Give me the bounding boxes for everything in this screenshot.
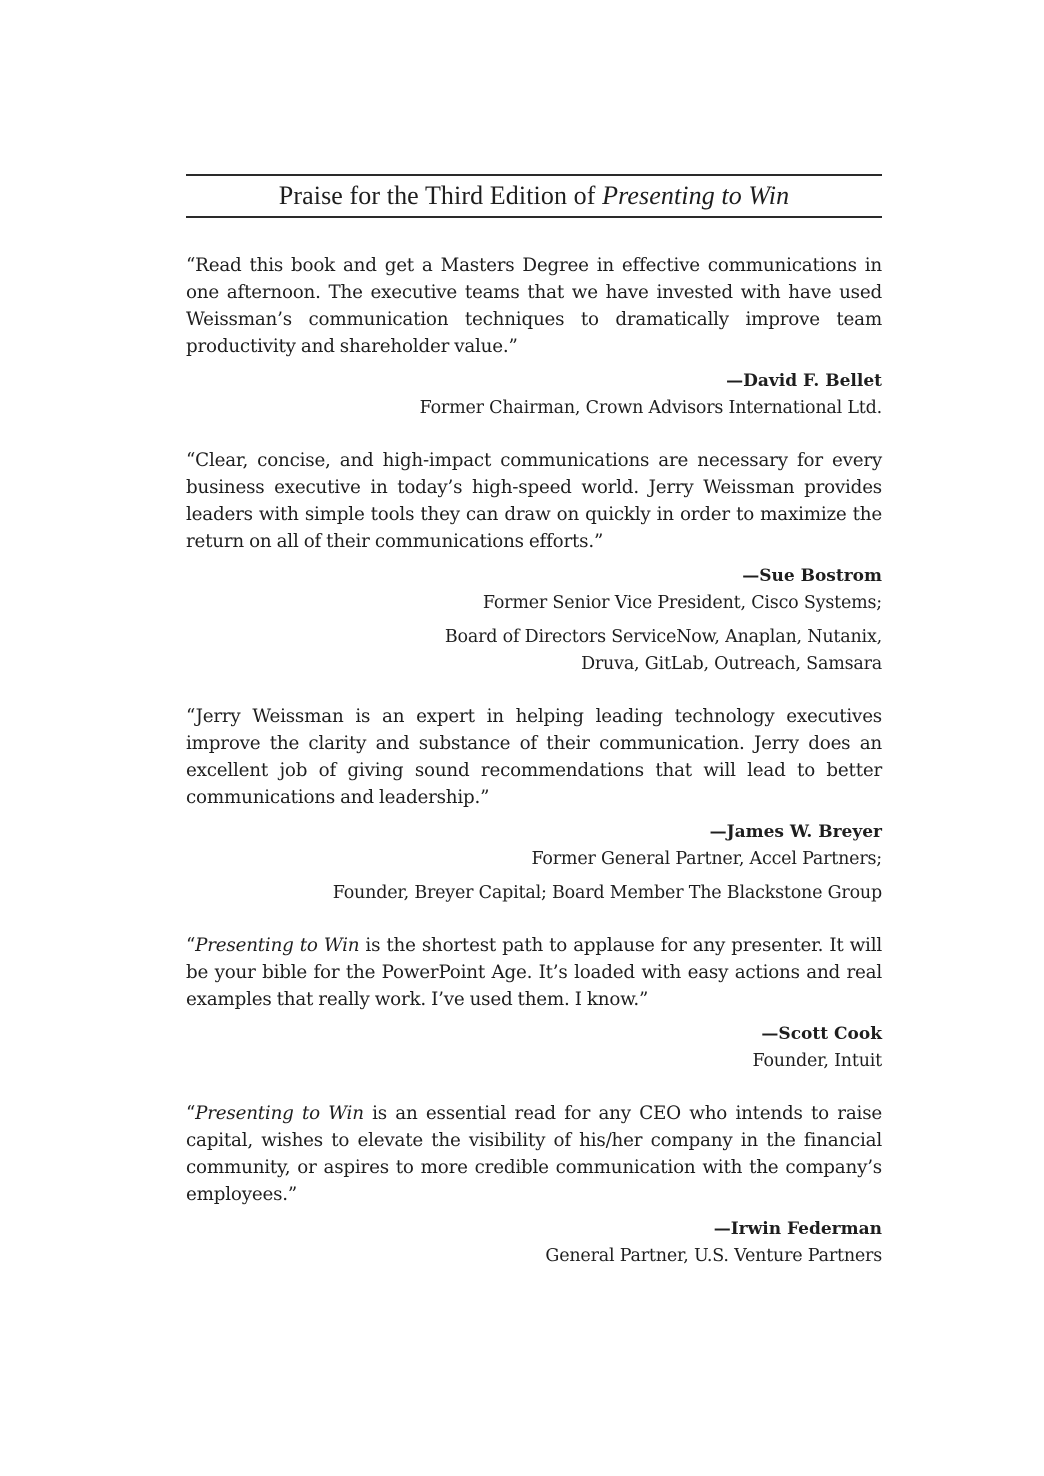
- testimonial-affiliation: Druva, GitLab, Outreach, Samsara: [581, 654, 882, 674]
- testimonial-breyer: [186, 703, 882, 907]
- quote-text: is the shortest path to applause for any presenter. It will be your bible for the PowerPoint Age. It’s loaded with easy actions and real examples that really work. I’ve used them. I know.”: [186, 935, 882, 1010]
- testimonial-author: —James W. Breyer: [709, 822, 882, 842]
- testimonial-quote: [186, 703, 882, 811]
- quote-book-name: Presenting to Win: [195, 1103, 364, 1124]
- testimonial-affiliation: Founder, Breyer Capital; Board Member The Blackstone Group: [332, 883, 882, 903]
- testimonial-federman: [186, 1100, 882, 1270]
- testimonial-quote: [186, 252, 882, 360]
- testimonial-affiliation: Former General Partner, Accel Partners;: [531, 849, 882, 869]
- testimonial-affiliation: General Partner, U.S. Venture Partners: [545, 1246, 882, 1266]
- quote-open-mark: “: [186, 706, 196, 727]
- testimonial-quote: [186, 932, 882, 1013]
- testimonial-bostrom: [186, 447, 882, 678]
- quote-open-mark: “: [186, 450, 196, 471]
- testimonial-author: —Scott Cook: [761, 1024, 882, 1044]
- testimonial-author: —Irwin Federman: [713, 1219, 882, 1239]
- quote-open-mark: “: [186, 935, 196, 956]
- testimonial-author: —David F. Bellet: [726, 371, 882, 391]
- page-title: [186, 174, 882, 218]
- testimonials: [186, 252, 882, 1295]
- testimonial-quote: [186, 447, 882, 555]
- testimonial-affiliation: Former Chairman, Crown Advisors International Ltd.: [419, 398, 882, 418]
- quote-text: Clear, concise, and high-impact communications are necessary for every business executive in today’s high-speed world. Jerry Weissman provides leaders with simple tools they can draw on quickly in order to maximize the return on all of their communications efforts.”: [186, 450, 882, 552]
- quote-open-mark: “: [186, 255, 196, 276]
- quote-text: is an essential read for any CEO who intends to raise capital, wishes to elevate the visibility of his/her company in the financial community, or aspires to more credible communication with the company’s employees.”: [186, 1103, 882, 1205]
- quote-book-name: Presenting to Win: [195, 935, 360, 956]
- testimonial-bellet: [186, 252, 882, 422]
- quote-text: Read this book and get a Masters Degree in effective communications in one afternoon. The executive teams that we have invested with have used Weissman’s communication techniques to dramatically improve team productivity and shareholder value.”: [186, 255, 882, 357]
- testimonial-affiliation: Founder, Intuit: [752, 1051, 882, 1071]
- testimonial-affiliation: Former Senior Vice President, Cisco Systems;: [482, 593, 882, 613]
- testimonial-affiliation: Board of Directors ServiceNow, Anaplan, Nutanix,: [444, 627, 882, 647]
- testimonial-author: —Sue Bostrom: [742, 566, 882, 586]
- page: [186, 174, 882, 1266]
- title-book-name: Presenting to Win: [602, 181, 790, 210]
- testimonial-quote: [186, 1100, 882, 1208]
- quote-text: Jerry Weissman is an expert in helping leading technology executives improve the clarity and substance of their communication. Jerry does an excellent job of giving sound recommendations that will lead to better communications and leadership.”: [186, 706, 882, 808]
- quote-open-mark: “: [186, 1103, 196, 1124]
- testimonial-cook: [186, 932, 882, 1075]
- title-prefix: Praise for the Third Edition of: [278, 181, 603, 210]
